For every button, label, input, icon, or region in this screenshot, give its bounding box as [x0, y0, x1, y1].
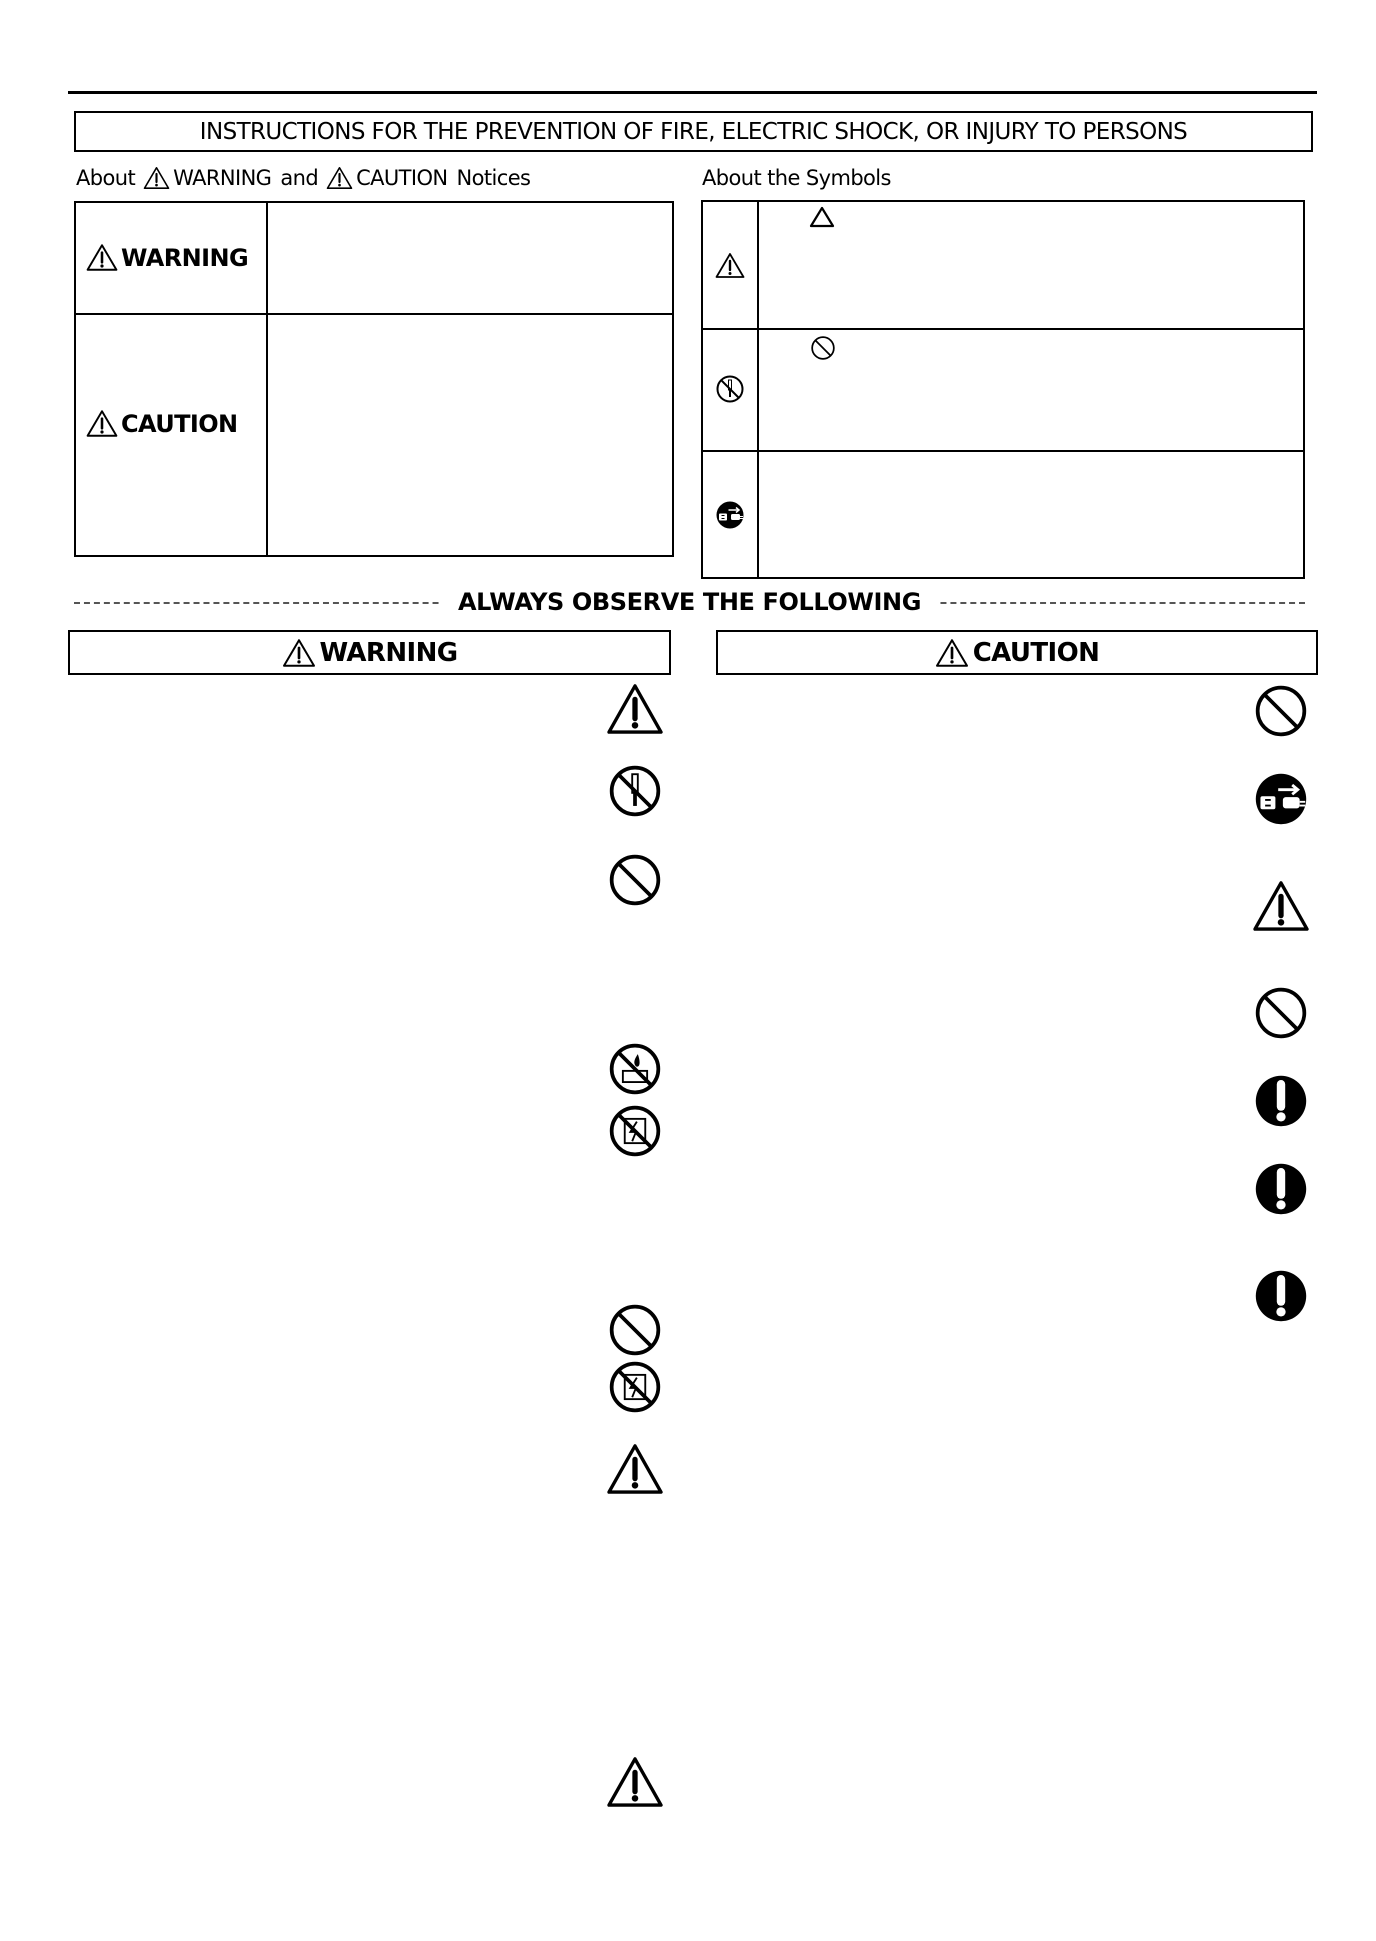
symbols-table [701, 200, 1305, 579]
caution-triangle-icon [606, 1756, 664, 1808]
mandatory-action-icon [1253, 1268, 1309, 1324]
caution-triangle-icon [326, 166, 353, 190]
symbols-row-triangle [703, 202, 757, 328]
caution-triangle-icon [606, 1443, 664, 1495]
warning-column-header-text: WARNING [319, 637, 458, 668]
warning-label-text: WARNING [121, 243, 249, 272]
symbols-row-prohibition [703, 328, 757, 450]
mandatory-action-icon [1253, 1161, 1309, 1217]
prohibition-circle-icon [810, 335, 836, 361]
symbols-row-mandatory [703, 450, 757, 579]
caution-label [86, 409, 238, 438]
prohibition-icon [1253, 683, 1309, 739]
unplug-icon [715, 500, 745, 530]
notices-heading-and: and [280, 166, 319, 190]
prohibition-icon [607, 1302, 663, 1358]
caution-triangle-icon [86, 409, 118, 438]
warning-triangle-icon [143, 166, 170, 190]
notices-table [74, 201, 674, 557]
warning-label [86, 243, 248, 272]
unplug-icon [1253, 771, 1309, 827]
no-water-icon [607, 1041, 663, 1097]
caution-triangle-icon [1252, 880, 1310, 932]
warning-triangle-icon [86, 243, 118, 272]
prohibition-icon [607, 852, 663, 908]
warning-triangle-icon [282, 638, 316, 668]
top-rule [68, 91, 1317, 94]
notices-heading [76, 166, 530, 190]
prohibition-icon [1253, 985, 1309, 1041]
caution-triangle-icon [606, 683, 664, 735]
mandatory-action-icon [1253, 1073, 1309, 1129]
notices-heading-caution: CAUTION [356, 166, 448, 190]
triangle-outline-icon [809, 206, 835, 228]
page-title: INSTRUCTIONS FOR THE PREVENTION OF FIRE, ELECTRIC SHOCK, OR INJURY TO PERSONS [199, 118, 1188, 145]
do-not-disassemble-icon [607, 763, 663, 819]
notices-heading-warning: WARNING [173, 166, 272, 190]
always-observe-heading: ALWAYS OBSERVE THE FOLLOWING [440, 588, 939, 616]
notices-heading-post: Notices [456, 166, 531, 190]
caution-triangle-icon [935, 638, 969, 668]
warning-column-header [68, 630, 671, 675]
symbols-heading-text: About the Symbols [702, 166, 891, 190]
symbols-heading [702, 166, 891, 190]
page-title-box [74, 111, 1313, 152]
no-shock-icon [607, 1359, 663, 1415]
caution-triangle-icon [715, 252, 745, 279]
caution-column-header [716, 630, 1318, 675]
caution-label-text: CAUTION [121, 409, 238, 438]
no-shock-icon [607, 1103, 663, 1159]
notices-heading-pre: About [76, 166, 136, 190]
always-observe-divider [74, 588, 1305, 618]
caution-column-header-text: CAUTION [972, 637, 1100, 668]
do-not-disassemble-icon [715, 374, 745, 404]
